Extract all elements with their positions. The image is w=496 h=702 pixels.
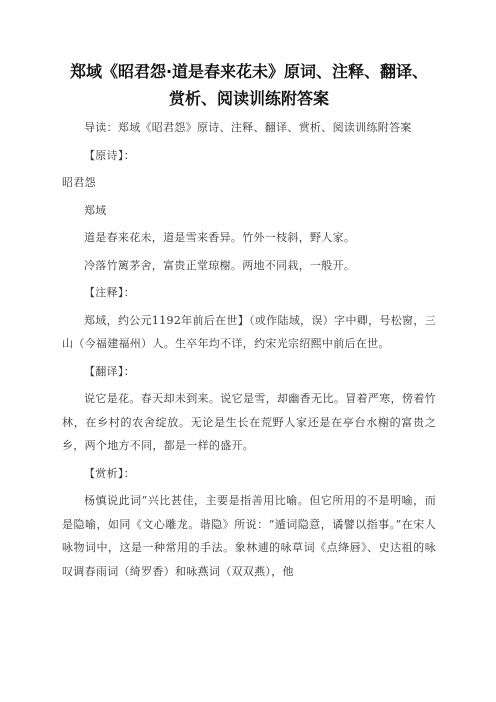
poem-line-2: 冷落竹篱茅舍，富贵正堂琼榭。两地不同栽，一般开。 [84, 258, 356, 272]
intro-paragraph: 导读：郑域《昭君怨》原诗、注释、翻译、赏析、阅读训练附答案 [84, 121, 412, 134]
notes-heading: 【注释】： [84, 286, 135, 299]
appreciation-heading: 【赏析】： [84, 466, 135, 480]
translation-paragraph: 说它是花。春天却未到来。说它是雪，却幽香无比。冒着严寒，傍着竹林，在乡村的农舍绽放。无论是生长在荒野人家还是在亭台水榭的富贵之乡，两个地方不同，都是一样的盛开。 [62, 392, 436, 452]
poem-line-1: 道是春来花未，道是雪来香异。竹外一枝斜，野人家。 [84, 231, 356, 244]
document-title: 郑域《昭君怨·道是春来花未》原词、注释、翻译、赏析、阅读训练附答案 [69, 62, 429, 108]
poem-author: 郑域 [84, 203, 107, 217]
poem-title: 昭君怨 [62, 176, 96, 189]
translation-heading: 【翻译】： [84, 364, 135, 378]
document-page [62, 58, 436, 587]
notes-paragraph: 郑域，约公元1192年前后在世】（或作陆域，误）字中卿，号松窗，三山（今福建福州）人。生卒年均不详，约宋光宗绍熙中前后在世。 [62, 313, 436, 350]
appreciation-paragraph: 杨慎说此词“兴比甚佳，主要是指善用比喻。但它所用的不是明喻，而是隐喻，如同《文心雕龙。谐隐》所说：“遁词隐意，谲譬以指事。”在宋人咏物词中，这是一种常用的手法。象林逋的咏草词《点绛唇》、史达祖的咏叹调春雨词（绮罗香）和咏燕词（双双燕），他 [62, 494, 436, 578]
original-poem-heading: 【原诗】： [84, 148, 135, 162]
